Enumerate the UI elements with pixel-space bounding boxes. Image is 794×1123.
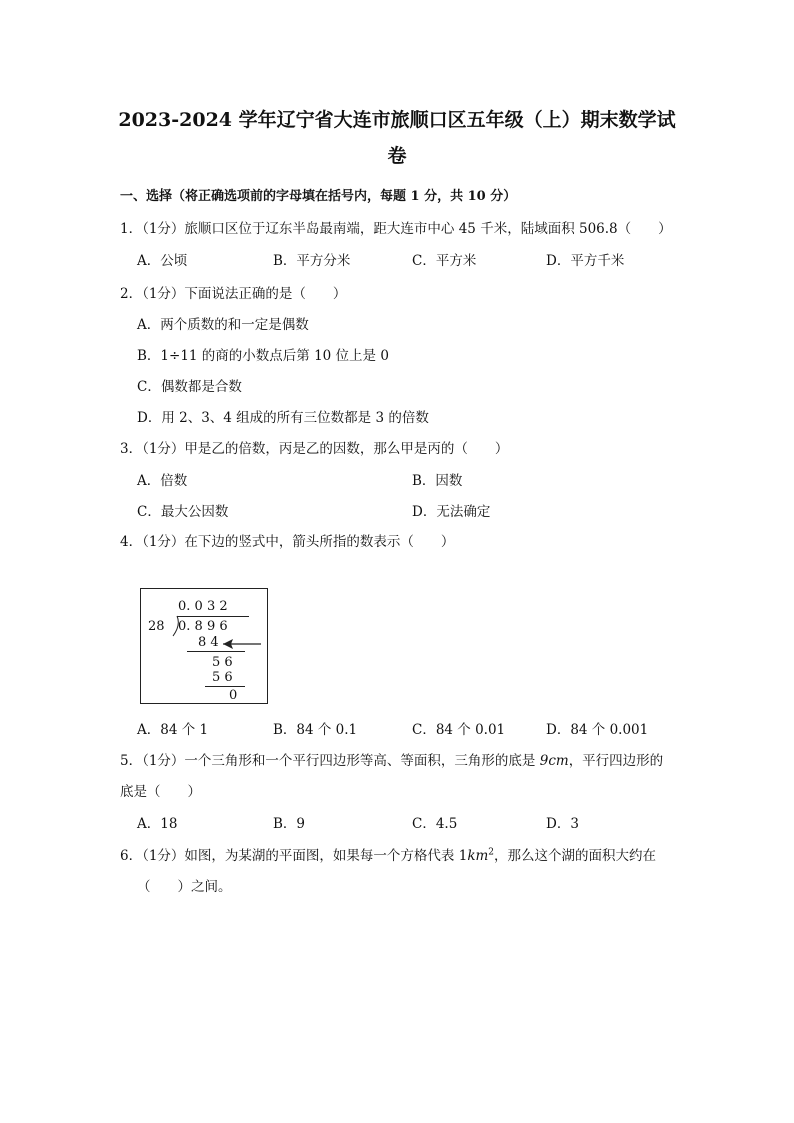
q5-unit: cm [548, 753, 569, 769]
division-line-1 [187, 651, 245, 652]
q3-option-c: C．最大公因数 [137, 504, 229, 520]
q3-option-d: D．无法确定 [412, 504, 491, 520]
q5-option-b: B．9 [273, 816, 306, 832]
q2-option-a: A．两个质数的和一定是偶数 [137, 317, 309, 333]
long-division-figure [140, 588, 268, 704]
division-dividend: 0. 8 9 6 [178, 619, 228, 634]
q5-option-d: D．3 [546, 816, 579, 832]
document-title [100, 102, 694, 174]
q6-unit: km [467, 848, 489, 864]
q5-option-a: A．18 [137, 816, 178, 832]
q4-stem: 4．（1分）在下边的竖式中，箭头所指的数表示（ ） [120, 534, 455, 550]
q6-stem-a: 6．（1分）如图，为某湖的平面图，如果每一个方格代表 1 [120, 848, 468, 864]
division-step-56b: 5 6 [212, 670, 233, 685]
arrow-left-icon [221, 638, 263, 650]
q2-option-c: C．偶数都是合数 [137, 379, 242, 395]
division-step-84: 8 4 [198, 635, 219, 650]
q3-stem: 3．（1分）甲是乙的倍数，丙是乙的因数，那么甲是丙的（ ） [120, 441, 509, 457]
division-bracket-top [177, 616, 249, 617]
q1-option-c: C．平方米 [412, 253, 477, 269]
q3-option-a: A．倍数 [137, 473, 188, 489]
q1-stem: 1．（1分）旅顺口区位于辽东半岛最南端，距大连市中心 45 千米，陆域面积 506.8（ ） [120, 221, 672, 237]
q6-unit-exponent: 2 [488, 847, 495, 858]
q2-stem: 2．（1分）下面说法正确的是（ ） [120, 286, 347, 302]
q4-option-a: A．84 个 1 [137, 722, 209, 738]
title-line-1: 2023-2024 学年辽宁省大连市旅顺口区五年级（上）期末数学试 [118, 109, 676, 131]
q5-stem-b: ，平行四边形的 [568, 753, 664, 769]
q2-option-d: D．用 2、3、4 组成的所有三位数都是 3 的倍数 [137, 410, 429, 426]
section-heading: 一、选择（将正确选项前的字母填在括号内，每题 1 分，共 10 分） [120, 189, 517, 204]
division-line-2 [205, 686, 245, 687]
q5-option-c: C．4.5 [412, 816, 458, 832]
q5-value: 9 [539, 753, 549, 769]
q6-stem-cont: （ ）之间。 [137, 879, 232, 895]
division-divisor: 28 [148, 619, 165, 634]
q2-option-b: B．1÷11 的商的小数点后第 10 位上是 0 [137, 348, 389, 364]
q1-option-a: A．公顷 [137, 253, 188, 269]
q1-option-b: B．平方分米 [273, 253, 351, 269]
q5-stem [120, 749, 663, 769]
q5-stem-a: 5．（1分）一个三角形和一个平行四边形等高、等面积，三角形的底是 [120, 753, 540, 769]
q6-stem-b: ，那么这个湖的面积大约在 [494, 848, 657, 864]
q3-option-b: B．因数 [412, 473, 463, 489]
q4-option-c: C．84 个 0.01 [412, 722, 506, 738]
title-line-2: 卷 [387, 145, 407, 167]
q5-stem-cont: 底是（ ） [120, 784, 201, 800]
q6-stem [120, 844, 656, 864]
division-quotient: 0. 0 3 2 [178, 599, 228, 614]
division-remainder: 0 [229, 688, 238, 703]
q1-option-d: D．平方千米 [546, 253, 625, 269]
q4-option-d: D．84 个 0.001 [546, 722, 649, 738]
division-step-56a: 5 6 [212, 655, 233, 670]
q4-option-b: B．84 个 0.1 [273, 722, 358, 738]
